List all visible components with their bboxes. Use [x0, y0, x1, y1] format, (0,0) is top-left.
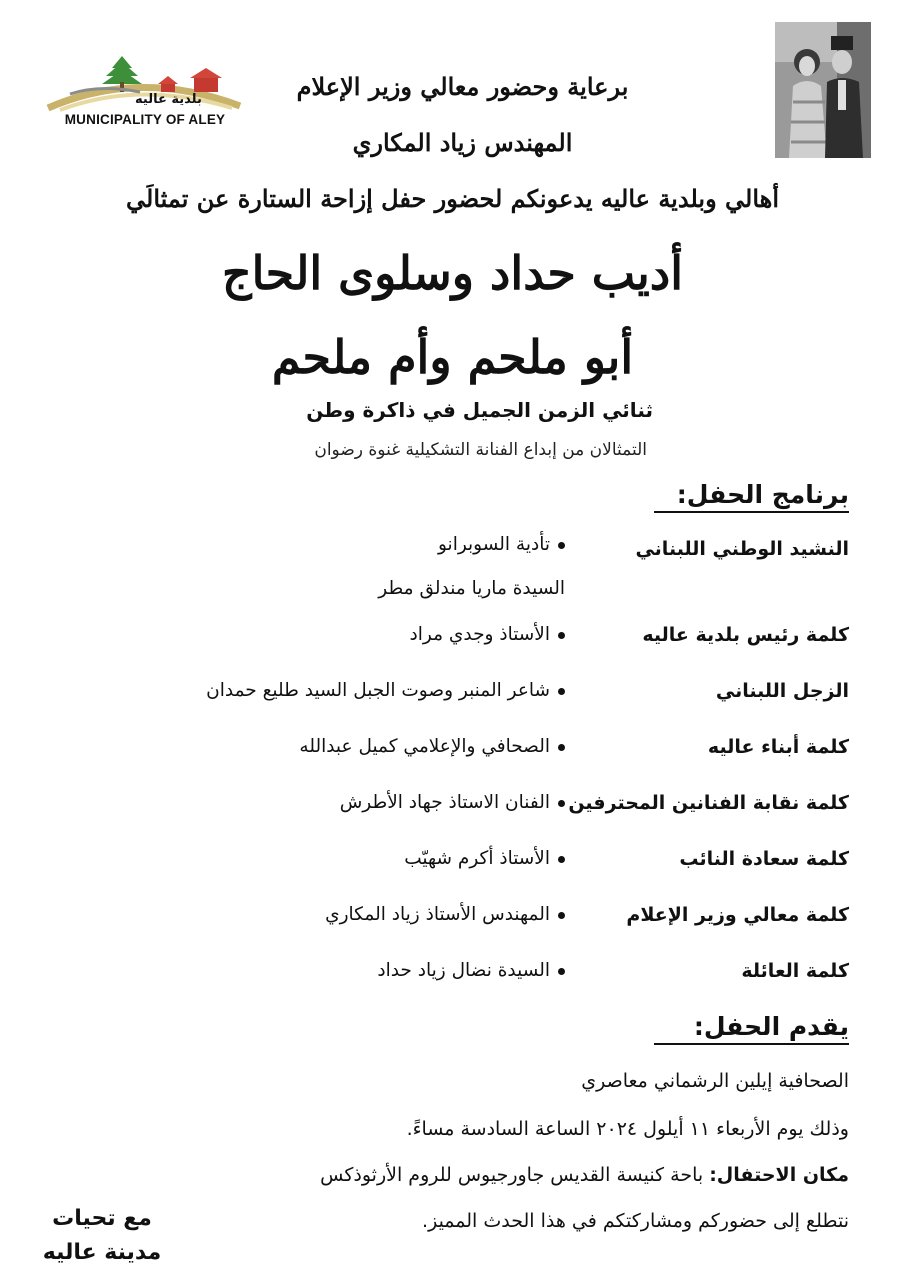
event-date: وذلك يوم الأربعاء ١١ أيلول ٢٠٢٤ الساعة السادسة مساءً.	[406, 1118, 849, 1140]
main-title: أديب حداد وسلوى الحاج	[221, 246, 684, 300]
program-item-value: السيدة نضال زياد حداد	[377, 960, 565, 981]
program-item-value: المهندس الأستاذ زياد المكاري	[325, 904, 565, 925]
closing-line: نتطلع إلى حضوركم ومشاركتكم في هذا الحدث المميز.	[422, 1210, 849, 1232]
program-heading: برنامج الحفل:	[654, 480, 849, 513]
greeting	[38, 1202, 166, 1270]
bullet-icon	[558, 542, 565, 549]
bullet-icon	[558, 632, 565, 639]
invitation-line: أهالي وبلدية عاليه يدعونكم لحضور حفل إزاحة الستارة عن تمثالَي	[126, 184, 779, 213]
artist-credit: التمثالان من إبداع الفنانة التشكيلية غنوة رضوان	[314, 440, 647, 460]
minister-name: المهندس زياد المكاري	[352, 128, 573, 157]
bullet-icon	[558, 856, 565, 863]
logo-arabic-text: بلدية عاليه	[135, 92, 202, 107]
program-item-value: الفنان الاستاذ جهاد الأطرش	[340, 792, 565, 813]
greeting-line2: مدينة عاليه	[42, 1240, 162, 1265]
logo-english-text: MUNICIPALITY OF ALEY	[64, 112, 226, 127]
bullet-icon	[558, 744, 565, 751]
venue-label: مكان الاحتفال:	[709, 1164, 849, 1186]
program-item-label: النشيد الوطني اللبناني	[635, 538, 849, 560]
tagline: ثنائي الزمن الجميل في ذاكرة وطن	[306, 398, 653, 422]
program-item-label: كلمة أبناء عاليه	[707, 736, 849, 758]
bullet-icon	[558, 968, 565, 975]
program-item-value-line2: السيدة ماريا مندلق مطر	[378, 578, 565, 599]
program-item-value: تأدية السوبرانو	[438, 534, 565, 555]
event-venue	[320, 1164, 849, 1186]
program-item-label: الزجل اللبناني	[715, 680, 849, 702]
program-item-value: الأستاذ أكرم شهيّب	[404, 848, 565, 869]
bullet-icon	[558, 912, 565, 919]
venue-value: باحة كنيسة القديس جاورجيوس للروم الأرثوذكس	[320, 1164, 704, 1186]
bullet-icon	[558, 800, 565, 807]
greeting-line1: مع تحيات	[52, 1206, 152, 1231]
program-item-label: كلمة معالي وزير الإعلام	[626, 904, 849, 926]
bullet-icon	[558, 688, 565, 695]
program-item-value: الأستاذ وجدي مراد	[410, 624, 565, 645]
program-item-label: كلمة نقابة الفنانين المحترفين	[568, 792, 849, 814]
main-subtitle-title: أبو ملحم وأم ملحم	[271, 330, 634, 384]
program-item-label: كلمة رئيس بلدية عاليه	[642, 624, 849, 646]
program-item-label: كلمة سعادة النائب	[679, 848, 849, 870]
host-heading: يقدم الحفل:	[654, 1012, 849, 1045]
program-item-value: شاعر المنبر وصوت الجبل السيد طليع حمدان	[206, 680, 565, 701]
program-item-value: الصحافي والإعلامي كميل عبدالله	[299, 736, 565, 757]
program-item-label: كلمة العائلة	[741, 960, 849, 982]
patronage-line: برعاية وحضور معالي وزير الإعلام	[296, 72, 629, 101]
presenter-name: الصحافية إيلين الرشماني معاصري	[581, 1070, 849, 1092]
